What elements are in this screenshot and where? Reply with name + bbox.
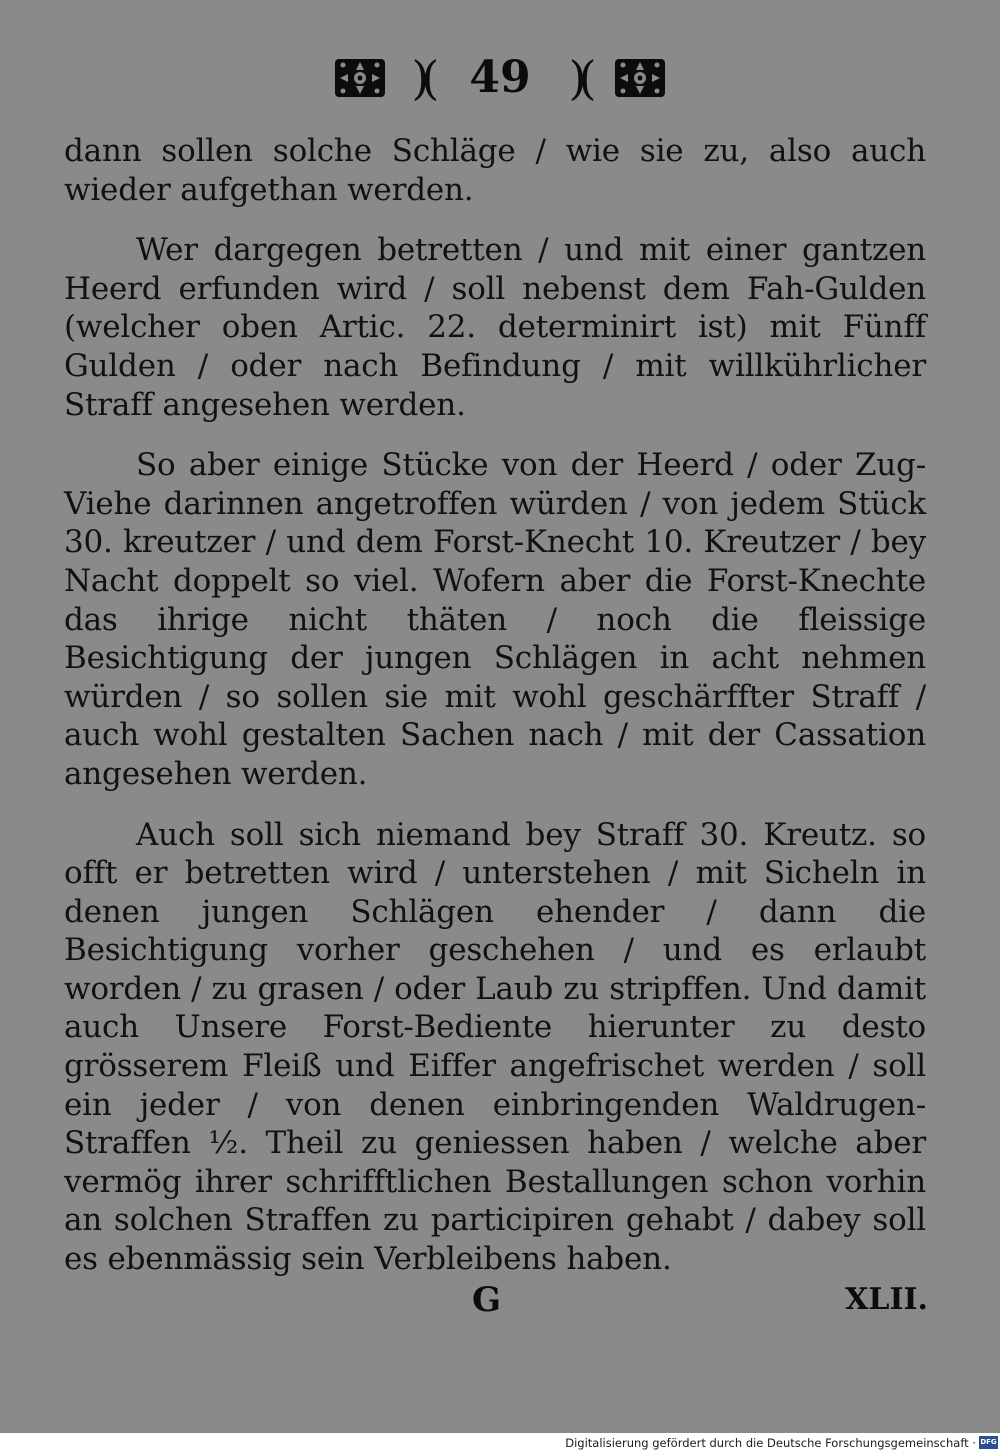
signature-mark: G [472, 1280, 502, 1320]
body-text [64, 132, 926, 1279]
floral-ornament-right-icon [611, 55, 669, 101]
digitization-credit-bar [0, 1433, 1000, 1453]
decorative-parenthesis-right: )( [568, 51, 589, 105]
dfg-logo-icon: DFG [979, 1436, 998, 1449]
paragraph-text: Wer dargegen betretten / und mit einer gantzen Heerd erfunden wird / soll nebenst dem Fah-Gulden (welcher oben Artic. 22. determinirt ist) mit Fünff Gulden / oder nach Befindung / mit willkührlicher Straff angesehen werden. [64, 232, 926, 423]
digitization-credit: Digitalisierung gefördert durch die Deutsche Forschungsgemeinschaft · [565, 1436, 976, 1450]
catchword: XLII. [845, 1282, 928, 1317]
paragraph-sickle-grazing [64, 816, 926, 1279]
floral-ornament-left-icon [331, 55, 389, 101]
page-header [0, 48, 1000, 108]
paragraph-text: dann sollen solche Schläge / wie sie zu, also auch wieder aufgethan werden. [64, 133, 926, 208]
paragraph-herd-penalty [64, 231, 926, 424]
page-footer [0, 1280, 1000, 1320]
paragraph-continuation [64, 132, 926, 209]
paragraph-livestock-penalty [64, 446, 926, 793]
page-number: 49 [469, 52, 531, 103]
paragraph-text: Auch soll sich niemand bey Straff 30. Kreutz. so offt er betretten wird / unterstehen / mit Sicheln in denen jungen Schlägen ehender / dann die Besichtigung vorher geschehen / und es erlaubt worden / zu grasen / oder Laub zu stripffen. Und damit auch Unsere Forst-Bediente hierunter zu desto grösserem Fleiß und Eiffer angefrischet werden / soll ein jeder / von denen einbringenden Waldrugen-Straffen ½. Theil zu geniessen haben / welche aber vermög ihrer schrifftlichen Bestallungen schon vorhin an solchen Straffen zu participiren gehabt / dabey soll es ebenmässig sein Verbleibens haben. [64, 816, 926, 1278]
decorative-parenthesis-left: )( [411, 51, 432, 105]
paragraph-text: So aber einige Stücke von der Heerd / oder Zug-Viehe darinnen angetroffen würden / von jedem Stück 30. kreutzer / und dem Forst-Knecht 10. Kreutzer / bey Nacht doppelt so viel. Wofern aber die Forst-Knechte das ihrige nicht thäten / noch die fleissige Besichtigung der jungen Schlägen in acht nehmen würden / so sollen sie mit wohl geschärffter Straff / auch wohl gestalten Sachen nach / mit der Cassation angesehen werden. [64, 447, 926, 792]
